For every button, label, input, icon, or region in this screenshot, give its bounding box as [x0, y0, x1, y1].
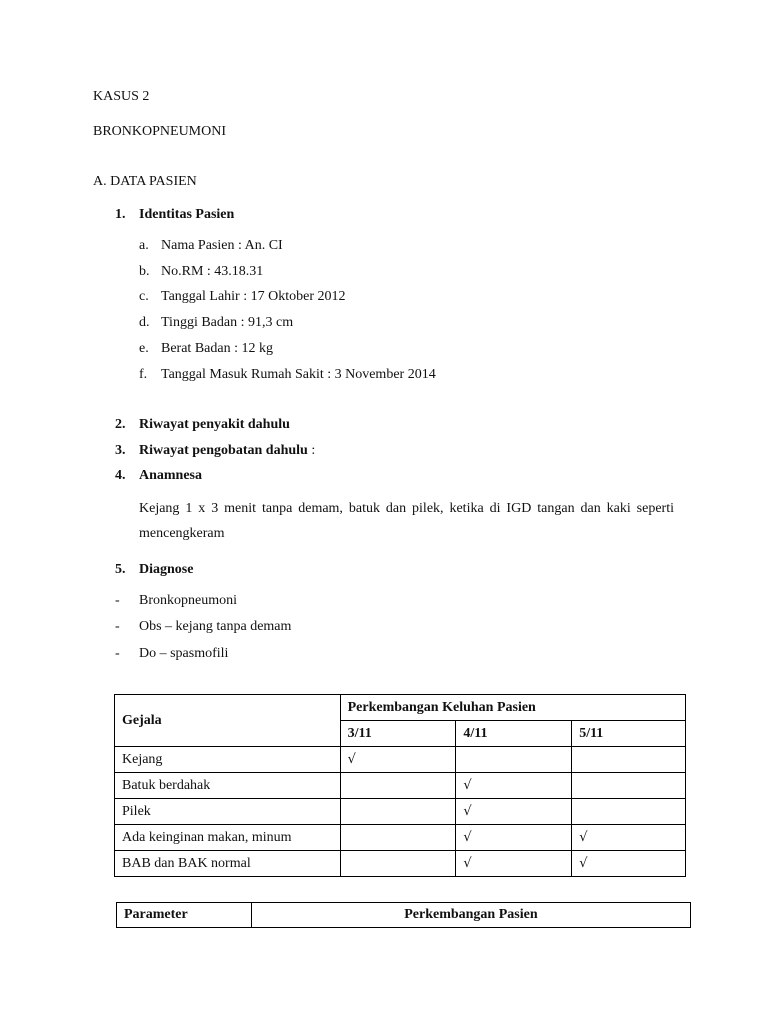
- parameter-header: Parameter: [117, 903, 252, 928]
- check-cell: [456, 747, 572, 773]
- list-letter: c.: [139, 289, 149, 304]
- item-suffix: :: [307, 443, 316, 458]
- check-cell: [572, 799, 686, 825]
- symptom-label: Pilek: [115, 799, 341, 825]
- identity-height: Tinggi Badan : 91,3 cm: [161, 315, 294, 330]
- item-label: Diagnose: [139, 562, 194, 577]
- item-number: 4.: [115, 468, 126, 483]
- check-cell: [340, 799, 456, 825]
- check-cell: [572, 773, 686, 799]
- date-header: 5/11: [572, 721, 686, 747]
- check-cell: √: [572, 825, 686, 851]
- item-label: Identitas Pasien: [139, 207, 235, 222]
- diagnosis-item: Obs – kejang tanpa demam: [139, 619, 292, 634]
- item-number: 5.: [115, 562, 126, 577]
- identity-admission-date: Tanggal Masuk Rumah Sakit : 3 November 2014: [161, 367, 436, 382]
- list-dash: -: [115, 646, 120, 661]
- item-label-group: [139, 442, 315, 460]
- item-number: 1.: [115, 207, 126, 222]
- item-label: Riwayat penyakit dahulu: [139, 417, 290, 432]
- item-label: Anamnesa: [139, 468, 203, 483]
- anamnesa-text: Kejang 1 x 3 menit tanpa demam, batuk dan pilek, ketika di IGD tangan dan kaki seperti mencengkeram: [139, 501, 674, 541]
- identity-birthdate: Tanggal Lahir : 17 Oktober 2012: [161, 289, 346, 304]
- check-cell: [340, 851, 456, 877]
- patient-progress-header: Perkembangan Pasien: [251, 903, 690, 928]
- item-number: 3.: [115, 443, 126, 458]
- check-cell: √: [456, 825, 572, 851]
- check-cell: √: [340, 747, 456, 773]
- identity-weight: Berat Badan : 12 kg: [161, 341, 273, 356]
- symptom-label: Kejang: [115, 747, 341, 773]
- table-row: [115, 825, 686, 851]
- list-dash: -: [115, 593, 120, 608]
- progress-group-header: Perkembangan Keluhan Pasien: [340, 695, 685, 721]
- symptom-table: [114, 694, 686, 877]
- list-letter: a.: [139, 238, 149, 253]
- identity-name: Nama Pasien : An. CI: [161, 238, 283, 253]
- table-row: [115, 799, 686, 825]
- parameter-table: [116, 902, 691, 928]
- table-row: [115, 773, 686, 799]
- check-cell: √: [456, 773, 572, 799]
- diagnosis-item: Do – spasmofili: [139, 646, 229, 661]
- item-label: Riwayat pengobatan dahulu: [139, 443, 308, 458]
- symptom-label: Batuk berdahak: [115, 773, 341, 799]
- check-cell: √: [456, 799, 572, 825]
- list-letter: b.: [139, 264, 150, 279]
- check-cell: [340, 773, 456, 799]
- date-header: 3/11: [340, 721, 456, 747]
- check-cell: √: [456, 851, 572, 877]
- case-title: KASUS 2: [93, 89, 150, 104]
- list-dash: -: [115, 619, 120, 634]
- symptom-label: Ada keinginan makan, minum: [115, 825, 341, 851]
- list-letter: e.: [139, 341, 149, 356]
- table-row: [115, 747, 686, 773]
- list-letter: d.: [139, 315, 150, 330]
- diagnosis-title: BRONKOPNEUMONI: [93, 124, 227, 139]
- check-cell: [572, 747, 686, 773]
- check-cell: [340, 825, 456, 851]
- check-cell: √: [572, 851, 686, 877]
- diagnosis-item: Bronkopneumoni: [139, 593, 237, 608]
- section-a-heading: A. DATA PASIEN: [93, 174, 197, 189]
- date-header: 4/11: [456, 721, 572, 747]
- symptom-label: BAB dan BAK normal: [115, 851, 341, 877]
- list-letter: f.: [139, 367, 148, 382]
- identity-rm: No.RM : 43.18.31: [161, 264, 264, 279]
- table-row: [115, 851, 686, 877]
- gejala-header: Gejala: [115, 695, 341, 747]
- item-number: 2.: [115, 417, 126, 432]
